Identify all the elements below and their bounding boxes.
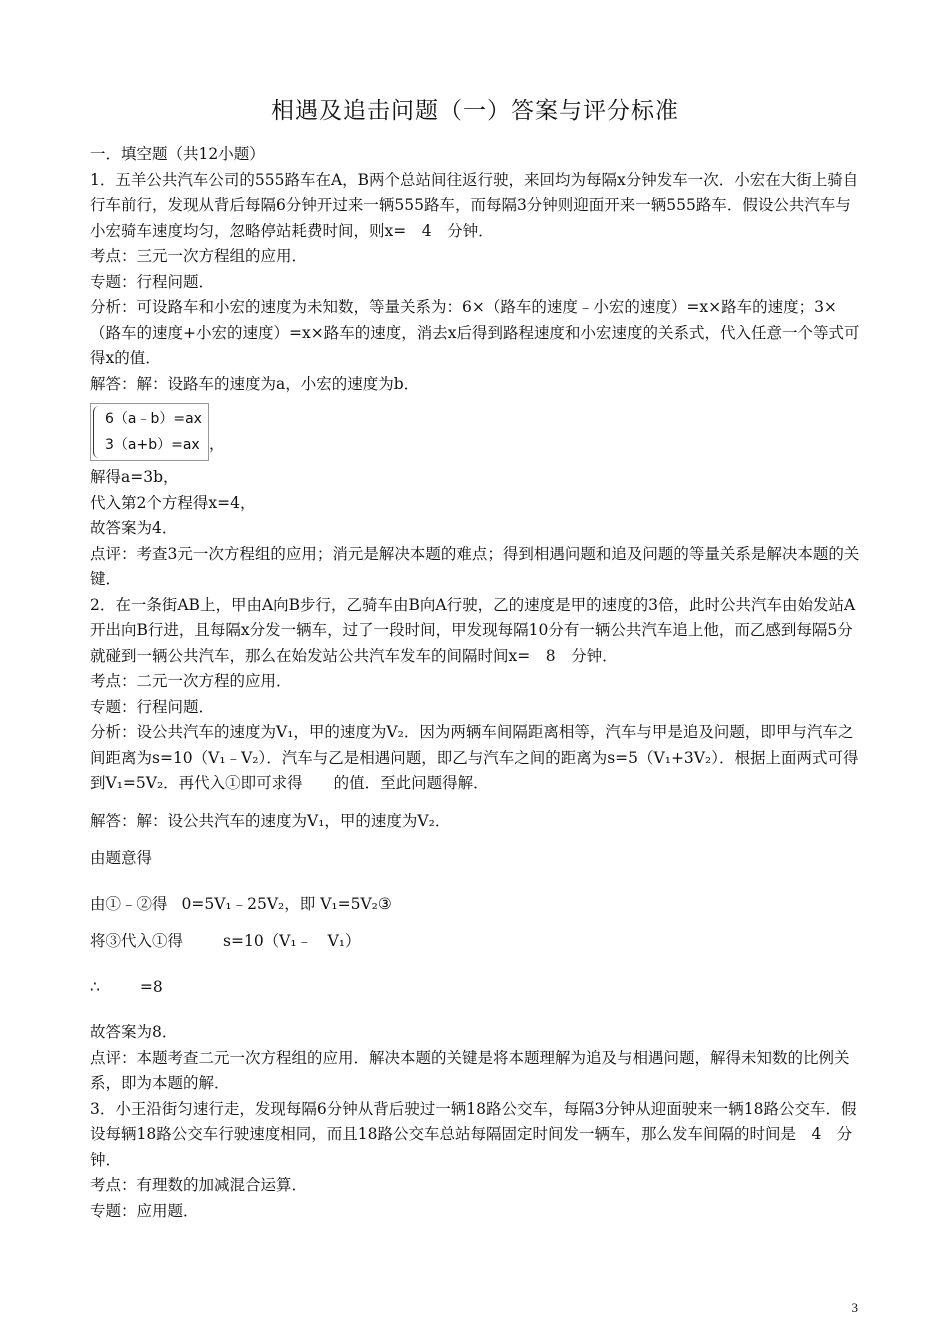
page-title: 相遇及追击问题（一）答案与评分标准 (271, 98, 679, 124)
q2-dianping: 点评：本题考查二元一次方程组的应用．解决本题的关键是将本题理解为追及与相遇问题，解得未知数的比例关系，即为本题的解． (90, 1048, 850, 1092)
q2-derivation-3-value: =8 (139, 977, 163, 996)
q2-derivation-2-value: s=10（V₁﹣ V₁） (223, 932, 361, 950)
equation-tail: ， (208, 436, 225, 453)
q2-derivation-2-label: 将③代入①得 (90, 932, 184, 950)
q2-stem: 2．在一条街AB上，甲由A向B步行，乙骑车由B向A行驶，乙的速度是甲的速度的3倍，此时公共汽车由始发站A开出向B行进，且每隔x分发一辆车，过了一段时间，甲发现每隔10分有一辆公共汽车追上他，而乙感到每隔5分就碰到一辆公共汽车，那么在始发站公共汽车发车的间隔时间x= 8 分钟． (90, 595, 856, 665)
q1-zhuanti: 专题：行程问题． (90, 272, 215, 291)
document-body (90, 142, 860, 1224)
page-number: 3 (851, 1300, 858, 1315)
q1-kaodian: 考点：三元一次方程组的应用． (90, 247, 308, 265)
q2-zhuanti: 专题：行程问题． (90, 697, 215, 716)
q1-jieda: 解答：解：设路车的速度为a，小宏的速度为b． (90, 374, 420, 393)
equation-system-box (90, 403, 209, 461)
q3-zhuanti: 专题：应用题． (90, 1201, 199, 1220)
q2-answer: 故答案为8． (90, 1023, 178, 1041)
equation-1: 6（a﹣b）=ax (105, 411, 202, 427)
q1-equation-system (90, 397, 860, 465)
q2-kaodian: 考点：二元一次方程的应用． (90, 672, 292, 690)
section-heading: 一．填空题（共12小题） (90, 145, 265, 163)
left-brace-icon (93, 406, 102, 458)
q2-derivation-3 (90, 975, 860, 1001)
q2-derivation-1-value: 0=5V₁﹣25V₂，即 V₁=5V₂③ (181, 894, 392, 913)
equation-2: 3（a+b）=ax (105, 437, 200, 453)
q1-fenxi: 分析：可设路车和小宏的速度为未知数，等量关系为：6×（路车的速度﹣小宏的速度）=x×路车的速度；3×（路车的速度+小宏的速度）=x×路车的速度，消去x后得到路程速度和小宏速度的关系式，代入任意一个等式可得x的值． (90, 298, 860, 367)
q2-derivation-1-label: 由①﹣②得 (90, 894, 168, 913)
q2-youtiyi: 由题意得 (90, 849, 153, 867)
q3-stem: 3．小王沿街匀速行走，发现每隔6分钟从背后驶过一辆18路公交车，每隔3分钟从迎面驶来一辆18路公交车．假设每辆18路公交车行驶速度相同，而且18路公交车总站每隔固定时间发一辆车，那么发车间隔的时间是 4 分钟． (90, 1099, 857, 1169)
q1-stem: 1．五羊公共汽车公司的555路车在A，B两个总站间往返行驶，来回均为每隔x分钟发车一次．小宏在大街上骑自行车前行，发现从背后每隔6分钟开过来一辆555路车，而每隔3分钟则迎面开来一辆555路车．假设公共汽车与小宏骑车速度均匀，忽略停站耗费时间，则x= 4 分钟． (90, 170, 859, 240)
q3-kaodian: 考点：有理数的加减混合运算． (90, 1176, 308, 1194)
q1-dianping: 点评：考查3元一次方程组的应用；消元是解决本题的难点；得到相遇问题和追及问题的等量关系是解决本题的关键． (90, 544, 860, 588)
q2-derivation-1 (90, 892, 860, 918)
q2-jieda: 解答：解：设公共汽车的速度为V₁，甲的速度为V₂． (90, 811, 451, 830)
q2-fenxi: 分析：设公共汽车的速度为V₁，甲的速度为V₂．因为两辆车间隔距离相等，汽车与甲是追及问题，即甲与汽车之间距离为s=10（V₁﹣V₂）．汽车与乙是相遇问题，即乙与汽车之间的距离为s=5（V₁+3V₂）．根据上面两式可得到V₁=5V₂．再代入①即可求得 的值．至此问题得解． (90, 723, 859, 792)
q1-step-1: 解得a=3b， (90, 468, 179, 486)
q1-step-2: 代入第2个方程得x=4， (90, 493, 256, 512)
q1-answer: 故答案为4． (90, 519, 178, 537)
q2-derivation-2 (90, 929, 860, 955)
therefore-symbol: ∴ (90, 977, 100, 996)
